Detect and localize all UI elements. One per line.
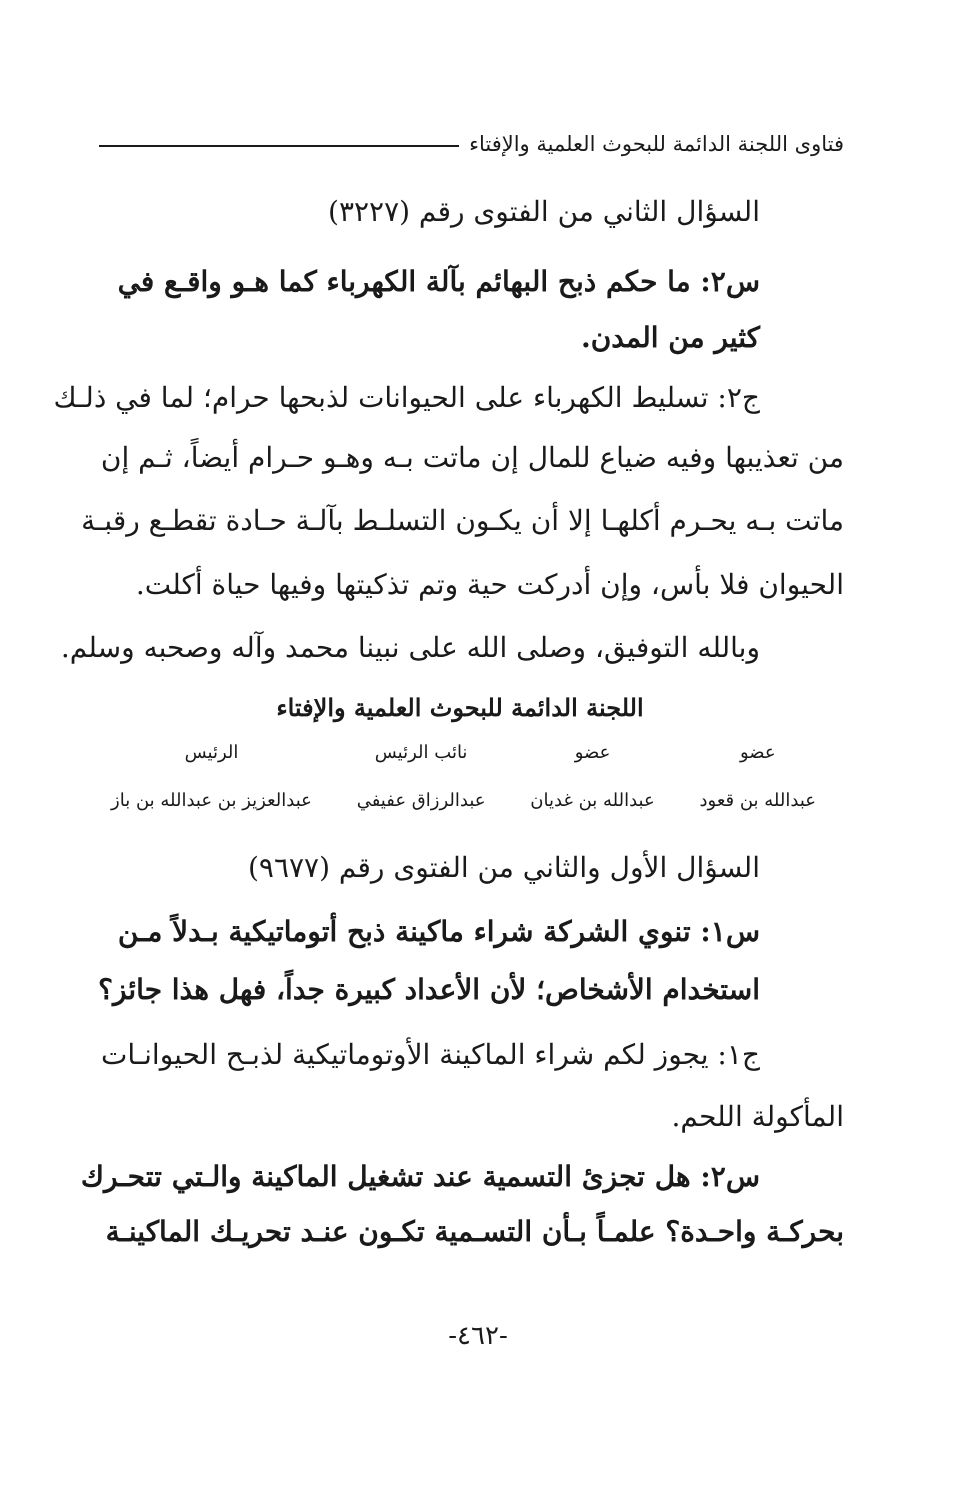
closing-line: وبالله التوفيق، وصلى الله على نبينا محمد وآله وصحبه وسلم. (60, 631, 760, 664)
signatory-name: عبدالله بن قعود (699, 790, 816, 811)
signatories (111, 738, 816, 816)
signatory (111, 738, 312, 816)
signatory (530, 738, 654, 816)
page-number: -٤٦٢- (448, 1321, 508, 1351)
answer-line: ج٢: تسليط الكهرباء على الحيوانات لذبحها حرام؛ لما في ذلـك (53, 381, 760, 414)
answer-line: من تعذيبها وفيه ضياع للمال إن ماتت بـه وهـو حـرام أيضاً، ثـم إن (100, 441, 844, 474)
running-header (99, 124, 844, 164)
fatwa-heading: السؤال الثاني من الفتوى رقم (٣٢٢٧) (328, 195, 760, 228)
answer-line: الحيوان فلا بأس، وإن أدركت حية وتم تذكيتها وفيها حياة أكلت. (135, 568, 844, 601)
question-line: س٢: ما حكم ذبح البهائم بآلة الكهرباء كما هـو واقـع في (117, 265, 760, 298)
question-line: س٢: هل تجزئ التسمية عند تشغيل الماكينة والـتي تتحـرك (80, 1160, 760, 1193)
fatwa-heading: السؤال الأول والثاني من الفتوى رقم (٩٦٧٧) (247, 851, 760, 884)
signatory-role: عضو (574, 742, 611, 763)
question-line: بحركـة واحـدة؟ علمـاً بـأن التسـمية تكـون عنـد تحريـك الماكينـة (105, 1215, 844, 1248)
question-line: استخدام الأشخاص؛ لأن الأعداد كبيرة جداً، فهل هذا جائز؟ (98, 973, 760, 1006)
question-line: س١: تنوي الشركة شراء ماكينة ذبح أتوماتيكية بـدلاً مـن (117, 915, 760, 948)
answer-line: ماتت بـه يحـرم أكلهـا إلا أن يكـون التسلـط بآلـة حـادة تقطـع رقبـة (81, 504, 844, 537)
question-line: كثير من المدن. (581, 321, 760, 354)
signatory-role: عضو (739, 742, 776, 763)
signatory-role: نائب الرئيس (374, 742, 468, 763)
signatory-role: الرئيس (184, 742, 239, 763)
signatory-name: عبدالعزيز بن عبدالله بن باز (111, 790, 312, 811)
signatory-name: عبدالله بن غديان (530, 790, 655, 811)
signatory (357, 738, 486, 816)
committee-name: اللجنة الدائمة للبحوث العلمية والإفتاء (276, 693, 644, 722)
signatory (700, 738, 816, 816)
signatory-name: عبدالرزاق عفيفي (356, 790, 486, 811)
book-title: فتاوى اللجنة الدائمة للبحوث العلمية والإفتاء (469, 132, 844, 156)
answer-line: المأكولة اللحم. (671, 1100, 844, 1133)
header-rule (99, 145, 459, 147)
answer-line: ج١: يجوز لكم شراء الماكينة الأوتوماتيكية لذبـح الحيوانـات (101, 1038, 760, 1071)
